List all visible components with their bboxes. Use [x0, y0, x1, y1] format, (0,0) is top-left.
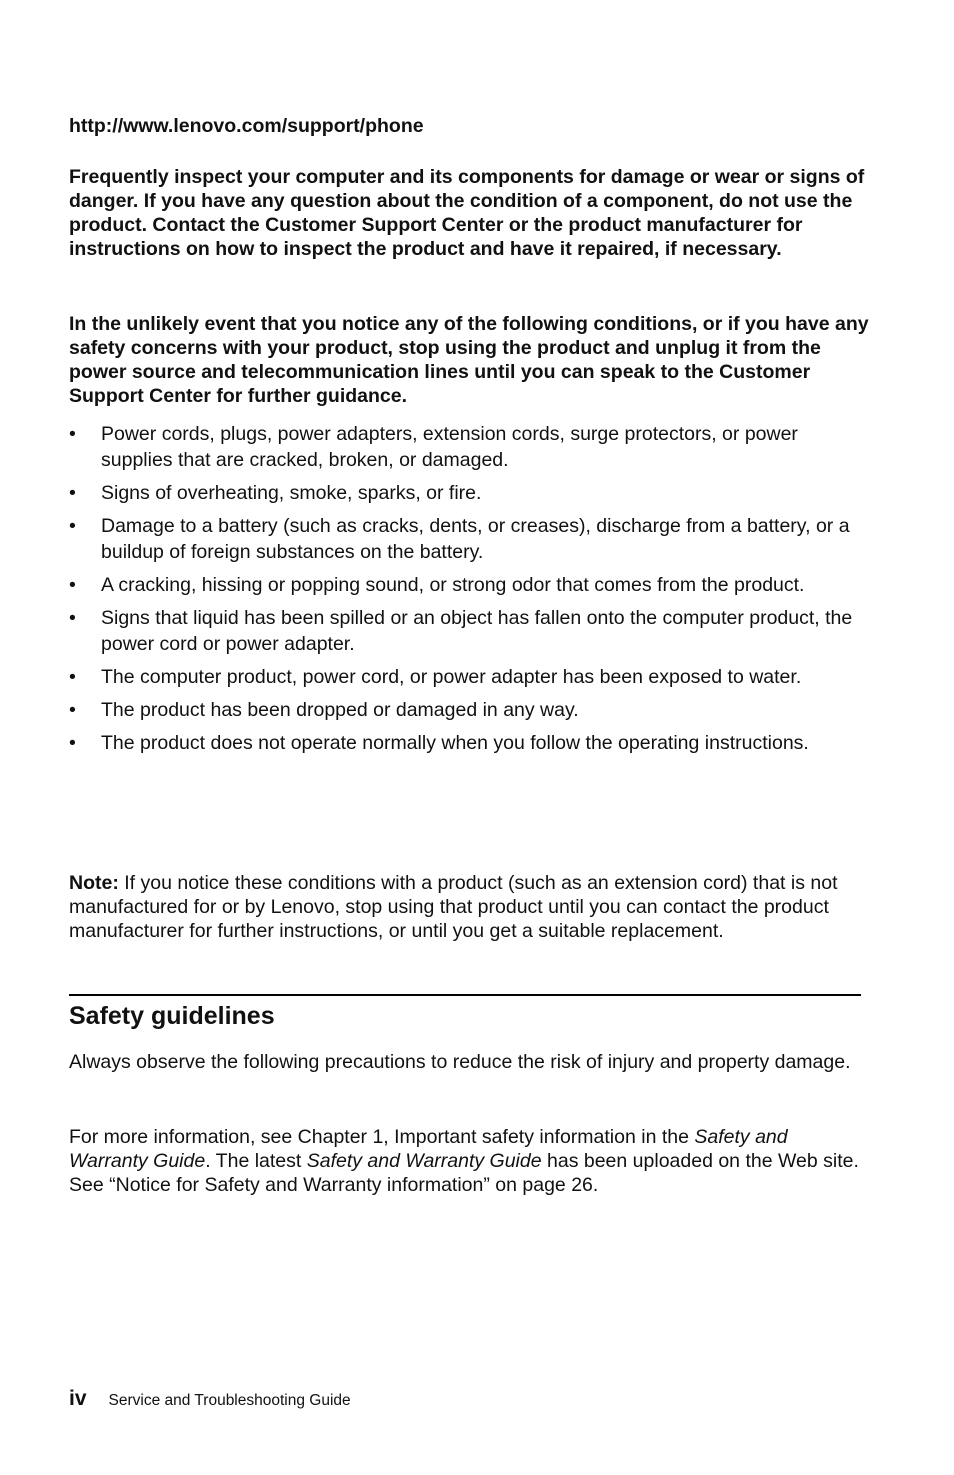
list-item-text: The product has been dropped or damaged in any way. [101, 699, 579, 721]
list-item-text: The product does not operate normally when you follow the operating instructions. [101, 732, 809, 754]
list-item-text: Power cords, plugs, power adapters, extension cords, surge protectors, or power supplies that are cracked, broken, or damaged. [101, 423, 798, 471]
bullet-icon: • [69, 515, 76, 537]
bullet-icon: • [69, 423, 76, 445]
note-text: If you notice these conditions with a product (such as an extension cord) that is not manufactured for or by Lenovo, stop using that product until you can contact the product manufacturer for further instructions, or until you get a suitable replacement. [69, 872, 838, 942]
bullet-icon: • [69, 666, 76, 688]
list-item [69, 572, 862, 598]
inspection-paragraph: Frequently inspect your computer and its components for damage or wear or signs of danger. If you have any question about the condition of a component, do not use the product. Contact the Customer Support Center or the product manufacturer for instructions on how to inspect the product and have it repaired, if necessary. [69, 166, 865, 260]
bullet-icon: • [69, 607, 76, 629]
more-info-text-2: . The latest [205, 1150, 307, 1172]
section-divider [69, 994, 861, 996]
more-info-text-1: For more information, see Chapter 1, Important safety information in the [69, 1126, 695, 1148]
page-number: iv [69, 1387, 87, 1410]
bullet-icon: • [69, 482, 76, 504]
list-item-text: Signs of overheating, smoke, sparks, or fire. [101, 482, 482, 504]
more-info-paragraph [69, 1125, 862, 1197]
list-item-text: Damage to a battery (such as cracks, dents, or creases), discharge from a battery, or a buildup of foreign substances on the battery. [101, 515, 850, 563]
list-item-text: The computer product, power cord, or power adapter has been exposed to water. [101, 666, 802, 688]
more-info-text-3[interactable]: has been uploaded on the Web site. See “Notice for Safety and Warranty information” on page 26. [69, 1150, 859, 1196]
note-label: Note: [69, 872, 119, 894]
list-item [69, 480, 862, 506]
safety-intro-paragraph: Always observe the following precautions to reduce the risk of injury and property damage. [69, 1051, 851, 1073]
list-item [69, 513, 862, 565]
list-item [69, 730, 862, 756]
bullet-icon: • [69, 574, 76, 596]
section-title: Safety guidelines [69, 1002, 275, 1030]
list-item [69, 605, 862, 657]
conditions-paragraph: In the unlikely event that you notice any of the following conditions, or if you have any safety concerns with your product, stop using the product and unplug it from the power source and telecommunication lines until you can speak to the Customer Support Center for further guidance. [69, 313, 869, 407]
list-item-text: Signs that liquid has been spilled or an object has fallen onto the computer product, the power cord or power adapter. [101, 607, 853, 655]
bullet-icon: • [69, 699, 76, 721]
guide-title: Safety and Warranty Guide [69, 1126, 788, 1172]
document-title: Service and Troubleshooting Guide [108, 1392, 351, 1409]
list-item-text: A cracking, hissing or popping sound, or strong odor that comes from the product. [101, 574, 805, 596]
support-url[interactable]: http://www.lenovo.com/support/phone [69, 115, 424, 137]
list-item [69, 697, 862, 723]
conditions-list [69, 421, 862, 763]
list-item [69, 421, 862, 473]
note-paragraph [69, 871, 862, 943]
list-item [69, 664, 862, 690]
bullet-icon: • [69, 732, 76, 754]
guide-title: Safety and Warranty Guide [306, 1150, 542, 1172]
page-footer [69, 1387, 351, 1411]
